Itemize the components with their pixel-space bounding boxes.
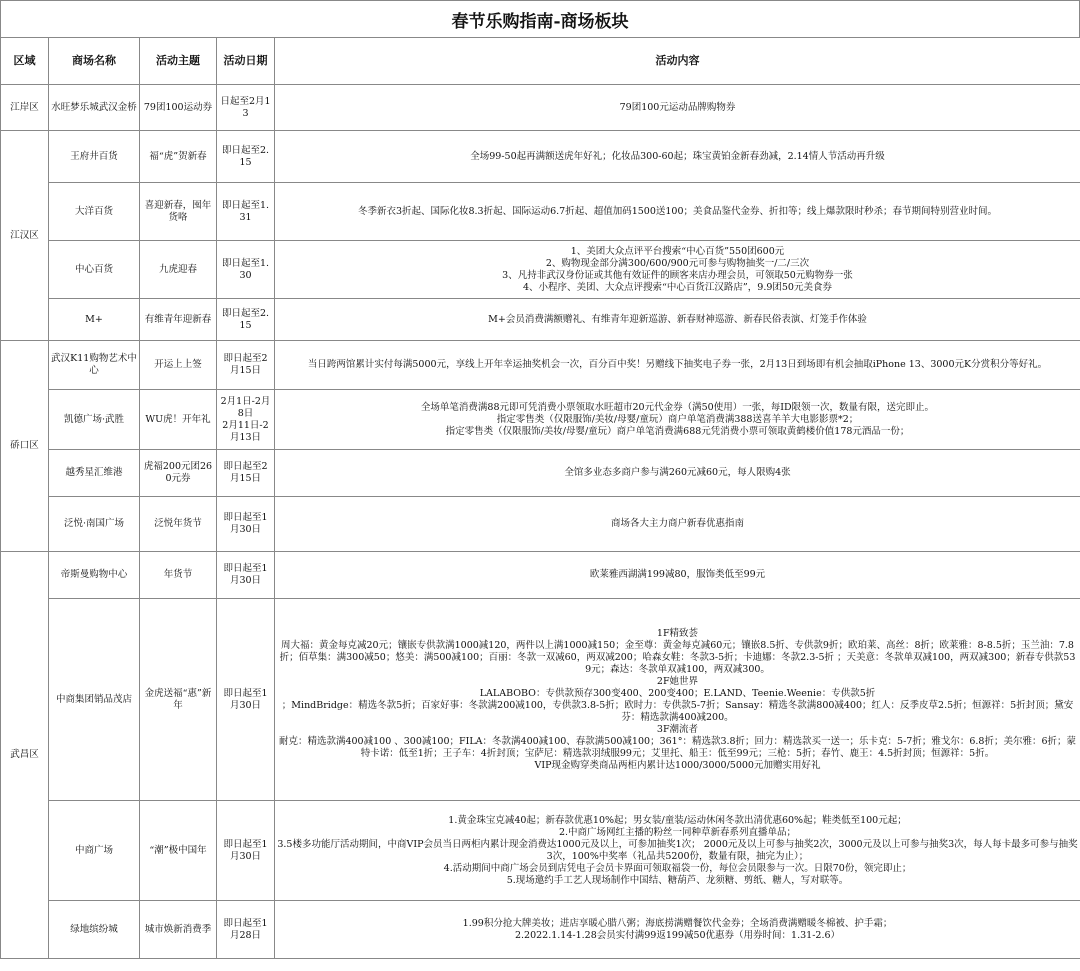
mall-name-cell: 水旺梦乐城武汉金桥 — [49, 85, 140, 131]
date-cell: 即日起至1.30 — [217, 241, 275, 299]
table-row — [1, 390, 1080, 450]
mall-name-cell: 帝斯曼购物中心 — [49, 552, 140, 599]
content-cell: M+会员消费满额赠礼、有维青年迎新巡游、新春财神巡游、新春民俗表演、灯笼手作体验 — [275, 299, 1080, 341]
theme-cell: 喜迎新春，囤年货咯 — [140, 183, 217, 241]
table-row — [1, 299, 1080, 341]
date-cell: 日起至2月13 — [217, 85, 275, 131]
theme-cell: 金虎送福“惠”新年 — [140, 599, 217, 801]
region-cell: 江岸区 — [1, 85, 49, 131]
content-cell: 1.黄金珠宝克减40起；新春款优惠10%起；男女装/童装/运动休闲冬款出清优惠60%起；鞋类低至100元起； 2.中商广场网红主播的粉丝一同种草新春系列直播单品； 3.5楼多功能厅活动期间，中商VIP会员当日两柜内累计现金消费达1000元及以上，可参加抽奖1次； 2000元及以上可参与抽奖2次，3000元及以上可参与抽奖3次，每人每卡最多可参与抽奖3次，100%中奖率（礼品共5200份，数量有限，抽完为止）； 4.活动期间中商广场会员到店凭电子会员卡界面可领取福袋一份，每位会员限参与一次。日限70份，领完即止； 5.现场邀约手工艺人现场制作中国结、糖葫芦、龙须糖、剪纸、糖人，写对联等。 — [275, 801, 1080, 901]
table-row — [1, 241, 1080, 299]
date-cell: 即日起至2月15日 — [217, 450, 275, 497]
mall-name-cell: 中商广场 — [49, 801, 140, 901]
mall-name-cell: 中心百货 — [49, 241, 140, 299]
theme-cell: 年货节 — [140, 552, 217, 599]
mall-name-cell: 中商集团销品茂店 — [49, 599, 140, 801]
theme-cell: 有维青年迎新春 — [140, 299, 217, 341]
date-cell: 即日起至1月30日 — [217, 801, 275, 901]
table-row — [1, 341, 1080, 390]
guide-table — [0, 37, 1080, 959]
date-cell: 即日起至1月28日 — [217, 901, 275, 959]
table-body — [1, 85, 1080, 959]
theme-cell: 79团100运动券 — [140, 85, 217, 131]
mall-name-cell: 泛悦·南国广场 — [49, 497, 140, 552]
header-row — [1, 38, 1080, 85]
header-mall: 商场名称 — [49, 38, 140, 85]
theme-cell: 城市焕新消费季 — [140, 901, 217, 959]
content-cell: 1.99积分抢大牌美妆；进店享暖心腊八粥；海底捞满赠餐饮代金券；全场消费满赠暖冬棉被、护手霜； 2.2022.1.14-1.28会员实付满99返199减50优惠券（用券时间：1.31-2.6） — [275, 901, 1080, 959]
date-cell: 即日起至1.31 — [217, 183, 275, 241]
mall-name-cell: 武汉K11购物艺术中心 — [49, 341, 140, 390]
mall-name-cell: 越秀星汇维港 — [49, 450, 140, 497]
region-cell: 硚口区 — [1, 341, 49, 552]
content-cell: 全场单笔消费满88元即可凭消费小票领取水旺超市20元代金券（满50使用）一张，每ID限领一次，数量有限，送完即止。 指定零售类（仅限服饰/美妆/母婴/童玩）商户单笔消费满388送喜羊羊大电影影票*2； 指定零售类（仅限服饰/美妆/母婴/童玩）商户单笔消费满688元凭消费小票可领取黄鹤楼价值178元酒品一份； — [275, 390, 1080, 450]
table-row — [1, 599, 1080, 801]
header-region: 区域 — [1, 38, 49, 85]
content-cell: 1、美团大众点评平台搜索“中心百货”550团600元 2、购物现金部分满300/600/900元可参与购物抽奖一/二/三次 3、凡持非武汉身份证或其他有效证件的顾客来店办理会员，可领取50元购物券一张 4、小程序、美团、大众点评搜索“中心百货江汉路店”，9.9团50元美食券 — [275, 241, 1080, 299]
content-cell: 79团100元运动品牌购物券 — [275, 85, 1080, 131]
content-cell: 冬季新衣3折起、国际化妆8.3折起、国际运动6.7折起、超值加码1500送100；美食品鉴代金券、折扣等；线上爆款限时秒杀；春节期间特别营业时间。 — [275, 183, 1080, 241]
theme-cell: 福“虎”贺新春 — [140, 131, 217, 183]
content-cell: 欧莱雅西湖满199减80，服饰类低至99元 — [275, 552, 1080, 599]
mall-name-cell: M+ — [49, 299, 140, 341]
date-cell: 即日起至2.15 — [217, 131, 275, 183]
table-row — [1, 901, 1080, 959]
table-row — [1, 552, 1080, 599]
content-cell: 全场99-50起再满额送虎年好礼；化妆品300-60起；珠宝黄铂金新春劲减，2.14情人节活动再升级 — [275, 131, 1080, 183]
page-title: 春节乐购指南-商场板块 — [0, 0, 1080, 37]
table-row — [1, 183, 1080, 241]
header-date: 活动日期 — [217, 38, 275, 85]
header-content: 活动内容 — [275, 38, 1080, 85]
region-cell: 江汉区 — [1, 131, 49, 341]
mall-name-cell: 绿地缤纷城 — [49, 901, 140, 959]
mall-name-cell: 凯德广场·武胜 — [49, 390, 140, 450]
date-cell: 即日起至1月30日 — [217, 552, 275, 599]
content-cell: 全馆多业态多商户参与满260元减60元，每人限购4张 — [275, 450, 1080, 497]
region-cell: 武昌区 — [1, 552, 49, 959]
mall-name-cell: 大洋百货 — [49, 183, 140, 241]
theme-cell: 虎福200元团260元券 — [140, 450, 217, 497]
content-cell: 1F精致荟 周大福：黄金每克减20元；镶嵌专供款满1000减120，两件以上满1000减150；金至尊：黄金每克减60元；镶嵌8.5折、专供款9折；欧珀莱、高丝：8折；欧莱雅：8-8.5折；玉兰油：7.8折；佰草集：满300减50；悠美：满500减100；百丽：冬款一双减60，两双减200；哈森女鞋：冬款3-5折；卡迪娜：冬款2.3-5折 ；天美意：冬款单双减100，两双减300；新春专供款539元；森达：冬款单双减100，两双减300。 2F她世界 LALABOBO：专供款预存300变400、200变400；E.LAND、Teenie.Weenie：专供款5折 ；MindBridge：精选冬款5折；百家好事：冬款满200减100，专供款3.8-5折；欧时力：专供款5-7折；Sansay：精选冬款满800减400；红人：反季皮草2.5折；恒源祥：5折封顶；黛安芬：精选款满400减200。 3F潮流者 耐克：精选款满400减100 、300减100；FILA：冬款满400减100、春款满500减100；361°：精选款3.8折；回力：精选款买一送一；乐卡克：5-7折；雅戈尔：6.8折；美尔雅：6折；蒙特卡诺：低至1折；王子车：4折封顶；宝萨尼：精选款羽绒服99元；艾里托、船王：低至99元；三枪：5折；春竹、鹿王：4.5折封顶；恒源祥：5折。 VIP现金购穿类商品两柜内累计达1000/3000/5000元加赠实用好礼 — [275, 599, 1080, 801]
date-cell: 即日起至2月15日 — [217, 341, 275, 390]
date-cell: 即日起至2.15 — [217, 299, 275, 341]
header-theme: 活动主题 — [140, 38, 217, 85]
date-cell: 2月1日-2月8日 2月11日-2月13日 — [217, 390, 275, 450]
table-row — [1, 801, 1080, 901]
table-row — [1, 85, 1080, 131]
content-cell: 商场各大主力商户新春优惠指南 — [275, 497, 1080, 552]
table-row — [1, 497, 1080, 552]
content-cell: 当日跨两馆累计实付每满5000元，享线上开年幸运抽奖机会一次，百分百中奖！另赠线下抽奖电子券一张，2月13日到场即有机会抽取iPhone 13、3000元K分赏积分等好礼。 — [275, 341, 1080, 390]
date-cell: 即日起至1月30日 — [217, 599, 275, 801]
theme-cell: “潮”极中国年 — [140, 801, 217, 901]
theme-cell: 九虎迎春 — [140, 241, 217, 299]
table-row — [1, 450, 1080, 497]
theme-cell: 泛悦年货节 — [140, 497, 217, 552]
mall-name-cell: 王府井百货 — [49, 131, 140, 183]
theme-cell: 开运上上签 — [140, 341, 217, 390]
theme-cell: WU虎！开年礼 — [140, 390, 217, 450]
table-row — [1, 131, 1080, 183]
date-cell: 即日起至1月30日 — [217, 497, 275, 552]
